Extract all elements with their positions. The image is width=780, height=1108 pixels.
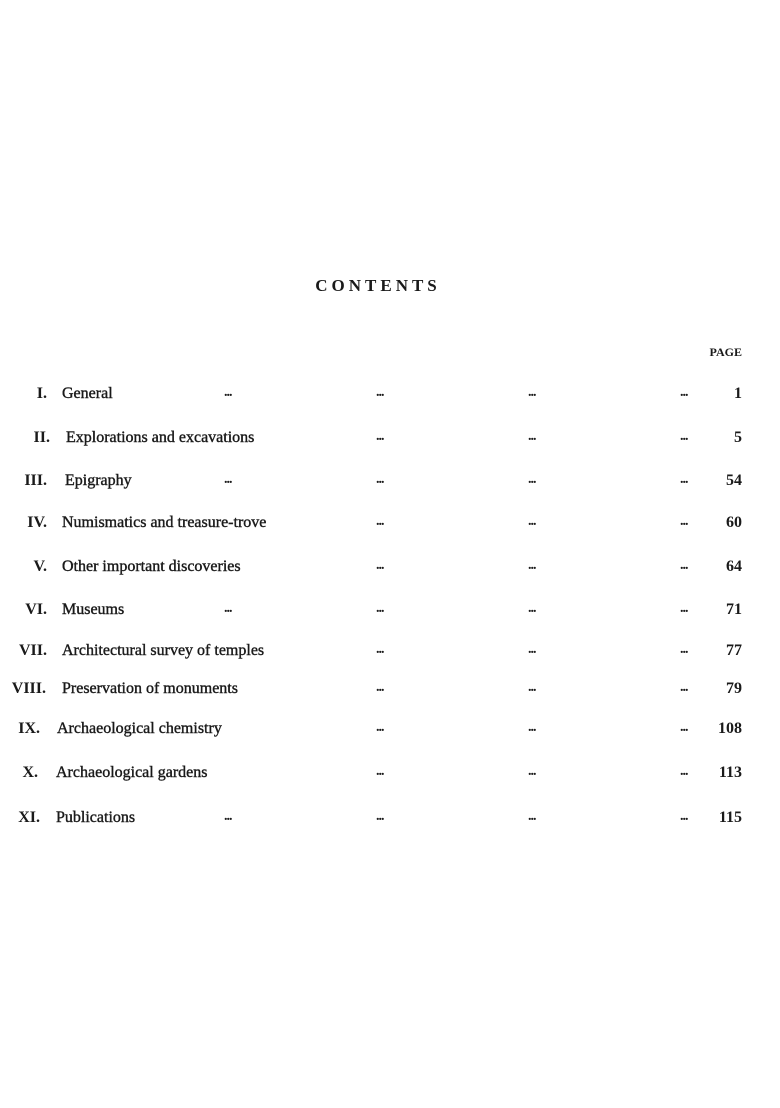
dot-leader: ... xyxy=(528,601,536,616)
chapter-numeral: V. xyxy=(33,558,47,575)
chapter-numeral: IX. xyxy=(18,720,40,737)
toc-entry[interactable] xyxy=(0,472,780,492)
dot-leader: ... xyxy=(376,514,384,529)
dot-leader: ... xyxy=(680,720,688,735)
chapter-numeral: III. xyxy=(24,472,47,489)
chapter-title: Architectural survey of temples xyxy=(62,642,265,659)
chapter-title: General xyxy=(62,385,113,402)
dot-leader: ... xyxy=(528,429,536,444)
dot-leader: ... xyxy=(680,809,688,824)
dot-leader: ... xyxy=(224,601,232,616)
page-number: 113 xyxy=(718,764,742,781)
dot-leader: ... xyxy=(680,514,688,529)
toc-entry[interactable] xyxy=(0,385,780,405)
chapter-title: Museums xyxy=(62,601,125,618)
chapter-numeral: II. xyxy=(33,429,50,446)
chapter-title: Numismatics and treasure-trove xyxy=(62,514,267,531)
dot-leader: ... xyxy=(528,472,536,487)
toc-entry[interactable] xyxy=(0,558,780,578)
toc-entry[interactable] xyxy=(0,429,780,449)
chapter-numeral: VII. xyxy=(18,642,47,659)
chapter-title: Preservation of monuments xyxy=(62,680,238,697)
chapter-numeral: VI. xyxy=(25,601,47,618)
page-number: 79 xyxy=(726,680,742,697)
page-number: 115 xyxy=(718,809,742,826)
dot-leader: ... xyxy=(528,680,536,695)
dot-leader: ... xyxy=(528,764,536,779)
dot-leader: ... xyxy=(528,514,536,529)
page-number: 5 xyxy=(734,429,742,446)
page-number: 108 xyxy=(718,720,742,737)
toc-entry[interactable] xyxy=(0,514,780,534)
page-title: CONTENTS xyxy=(315,276,441,295)
dot-leader: ... xyxy=(680,472,688,487)
page-number: 64 xyxy=(726,558,742,575)
chapter-numeral: IV. xyxy=(27,514,47,531)
page-column-header: PAGE xyxy=(709,345,742,359)
dot-leader: ... xyxy=(376,472,384,487)
chapter-numeral: X. xyxy=(22,764,38,781)
dot-leader: ... xyxy=(376,764,384,779)
chapter-numeral: VIII. xyxy=(11,680,46,697)
dot-leader: ... xyxy=(224,385,232,400)
chapter-title: Epigraphy xyxy=(65,472,132,489)
chapter-title: Explorations and excavations xyxy=(66,429,255,446)
chapter-numeral: XI. xyxy=(18,809,40,826)
dot-leader: ... xyxy=(528,809,536,824)
toc-entry[interactable] xyxy=(0,809,780,829)
page-number: 71 xyxy=(726,601,742,618)
page-number: 60 xyxy=(726,514,742,531)
toc-entry[interactable] xyxy=(0,764,780,784)
dot-leader: ... xyxy=(528,642,536,657)
dot-leader: ... xyxy=(680,764,688,779)
chapter-title: Archaeological gardens xyxy=(56,764,208,781)
toc-entry[interactable] xyxy=(0,720,780,740)
dot-leader: ... xyxy=(376,601,384,616)
chapter-title: Other important discoveries xyxy=(62,558,241,575)
page-number: 1 xyxy=(734,385,742,402)
dot-leader: ... xyxy=(376,385,384,400)
dot-leader: ... xyxy=(376,809,384,824)
dot-leader: ... xyxy=(680,680,688,695)
toc-entry[interactable] xyxy=(0,680,780,700)
dot-leader: ... xyxy=(528,720,536,735)
dot-leader: ... xyxy=(376,720,384,735)
chapter-title: Archaeological chemistry xyxy=(57,720,222,737)
dot-leader: ... xyxy=(376,429,384,444)
dot-leader: ... xyxy=(680,429,688,444)
dot-leader: ... xyxy=(680,385,688,400)
dot-leader: ... xyxy=(680,601,688,616)
dot-leader: ... xyxy=(376,680,384,695)
dot-leader: ... xyxy=(224,472,232,487)
dot-leader: ... xyxy=(528,558,536,573)
chapter-title: Publications xyxy=(56,809,136,826)
dot-leader: ... xyxy=(528,385,536,400)
page-number: 54 xyxy=(726,472,742,489)
toc-entry[interactable] xyxy=(0,601,780,621)
dot-leader: ... xyxy=(376,642,384,657)
dot-leader: ... xyxy=(376,558,384,573)
dot-leader: ... xyxy=(680,642,688,657)
toc-entry[interactable] xyxy=(0,642,780,662)
dot-leader: ... xyxy=(224,809,232,824)
chapter-numeral: I. xyxy=(36,385,47,402)
page-number: 77 xyxy=(726,642,742,659)
dot-leader: ... xyxy=(680,558,688,573)
